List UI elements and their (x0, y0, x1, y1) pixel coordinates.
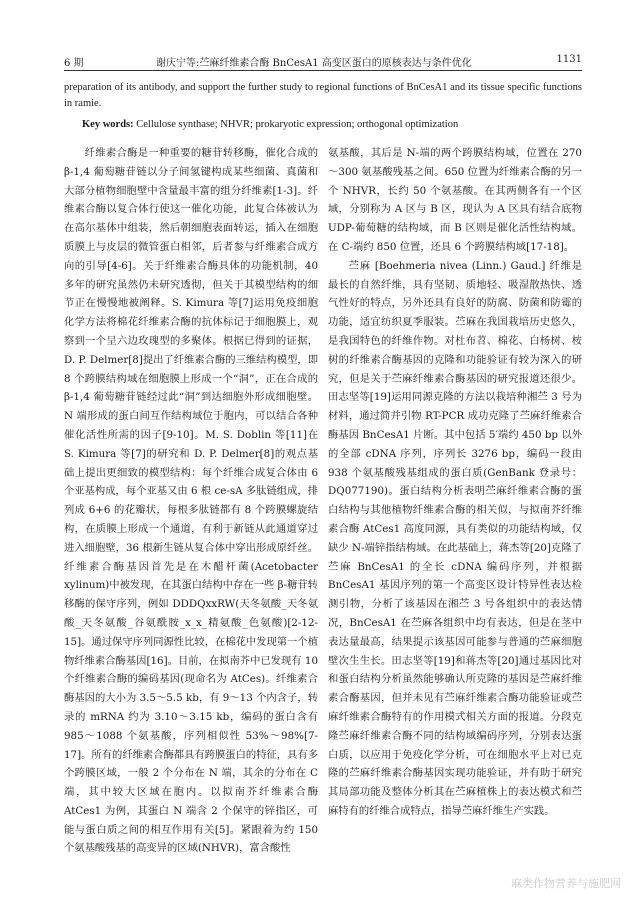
right-column (328, 144, 582, 821)
paragraph: 纤维素合酶是一种重要的糖苷转移酶，催化合成的 β-1,4 葡萄糖苷链以分子间氢键构成某些细菌、真菌和大部分植物细胞壁中含量最丰富的组分纤维素[1-3]。纤维素合酶以复合体行使这一催化功能，此复合体被认为在高尔基体中组装，然后朝细胞表面转运，插入在细胞质膜上与皮层的微管蛋白相邻，后者参与纤维素合成方向的引导[4-6]。关于纤维素合酶具体的功能机制，40 多年的研究虽然仍未研究透彻，但关于其模型结构的细节正在慢慢地被阐释。S. Kimura 等[7]运用免疫细胞化学方法将棉花纤维素合酶的抗体标记于细胞膜上，观察到一个呈六边玫瑰型的多聚体。根据已得到的证据，D. P. Delmer[8]提出了纤维素合酶的三维结构模型，即 8 个跨膜结构域在细胞膜上形成一个“洞”，正在合成的 β-1,4 葡萄糖苷链经过此“洞”到达细胞外形成细胞壁。N 端形成的蛋白间互作结构域位于胞内，可以结合各种催化活性所需的因子[9-10]。M. S. Doblin 等[11]在 S. Kimura 等[7]的研究和 D. P. Delmer[8]的观点基础上提出更细致的模型结构：每个纤维合成复合体由 6 个亚基构成，每个亚基又由 6 根 ce-sA 多肽链组成，排列成 6+6 的花瓣状，每根多肽链都有 8 个跨膜螺旋结构，在质膜上形成一个通道，有利于新链从此通道穿过进入细胞壁，36 根新生链从复合体中穿出形成原纤丝。纤维素合酶基因首先是在木醋杆菌(Acetobacter xylinum)中被发现，在其蛋白结构中存在一些 β-糖苷转移酶的保守序列，例如 DDDQxxRW(天冬氨酸_天冬氨酸_天冬氨酸_谷氨酰胺_x_x_精氨酸_色氨酸)[2-12-15]。通过保守序列同源性比较，在棉花中发现第一个植物纤维素合酶基因[16]。目前，在拟南芥中已发现有 10 个纤维素合酶的编码基因(现命名为 AtCes)。纤维素合酶基因的大小为 3.5～5.5 kb，有 9～13 个内含子，转录的 mRNA 约为 3.10～3.15 kb，编码的蛋白含有 985～1088 个氨基酸，序列相似性 53%～98%[7-17]。所有的纤维素合酶都具有跨膜蛋白的特征，具有多个跨膜区域，一般 2 个分布在 N 端，其余的分布在 C 端，其中较大区域在胞内。以拟南芥纤维素合酶 AtCes1 为例，其蛋白 N 端含 2 个保守的锌指区，可能与蛋白质之间的相互作用有关[5]。紧跟着为约 150 个氨基酸残基的高变异的区域(NHVR)，富含酸性 (64, 147, 318, 855)
keywords (82, 117, 582, 133)
left-column (64, 144, 318, 858)
watermark: 麻类作物营养与施肥网 (511, 877, 621, 890)
paragraph: 氨基酸，其后是 N-端的两个跨膜结构域，位置在 270～300 氨基酸残基之间。650 位置为纤维素合酶的另一个 NHVR，长约 50 个氨基酸。在其两侧各有一个区域，分别称为 A 区与 B 区，现认为 A 区具有结合底物 UDP-葡萄糖的结构域，而 B 区则是催化活性结构域。在 C-端约 850 位置，还具 6 个跨膜结构域[17-18]。 (328, 147, 582, 253)
issue-number: 6 期 (64, 58, 84, 69)
keywords-text: Cellulose synthase; NHVR; prokaryotic expression; orthogonal optimization (136, 119, 459, 130)
running-title: 谢庆宁等:苎麻纤维素合酶 BnCesA1 高变区蛋白的原核表达与条件优化 (156, 58, 472, 69)
header-rule (64, 70, 582, 71)
running-header (64, 50, 582, 70)
abstract-tail: preparation of its antibody, and support the further study to regional functions of BnCesA1 and its tissue specific functions in ramie. (64, 82, 582, 109)
keywords-label: Key words: (82, 119, 134, 130)
paragraph: 苎麻 [Boehmeria nivea (Linn.) Gaud.] 纤维是最长的自然纤维，具有坚韧、质地轻、吸湿散热快、透气性好的特点，另外还具有良好的防腐、防菌和防霉的功能，适宜纺织夏季服装。苎麻在我国栽培历史悠久，是我国特色的纤维作物。对杜布苕、棉花、白杨树、桉树的纤维素合酶基因的克隆和功能验证有较为深入的研究，但是关于苎麻纤维素合酶基因的研究报道还很少。田志坚等[19]运用同源克隆的方法以栽培种湘苎 3 号为材料，通过简并引物 RT-PCR 成功克隆了苎麻纤维素合酶基因 BnCesA1 片断。其中包括 5′端约 450 bp 以外的全部 cDNA 序列，序列长 3276 bp，编码一段由 938 个氨基酸残基组成的蛋白质(GenBank 登录号：DQ077190)。蛋白结构分析表明苎麻纤维素合酶的蛋白结构与其他植物纤维素合酶的相关似，与拟南芥纤维素合酶 AtCes1 高度同源，具有类似的功能结构域，仅缺少 N-端锌指结构域。在此基础上，蒋杰等[20]克隆了苎麻 BnCesA1 的全长 cDNA 编码序列，并根据 BnCesA1 基因序列的第一个高变区设计特异性表达检测引物，分析了该基因在湘苎 3 号各组织中的表达情况，BnCesA1 在苎麻各组织中均有表达，但是在茎中表达量最高，结果提示该基因可能参与普通的苎麻细胞壁次生生长。田志坚等[19]和蒋杰等[20]通过基因比对和蛋白结构分析虽然能够确认所克隆的基因是苎麻纤维素合酶基因，但并未见有苎麻纤维素合酶功能验证或苎麻纤维素合酶特有的作用模式相关方面的报道。分段克隆苎麻纤维素合酶不同的结构域编码序列，分别表达蛋白质，以应用于免疫化学分析，可在细胞水平上对已克隆的苎麻纤维素合酶基因实现功能验证，并有助于研究其局部功能及整体分析其在苎麻植株上的表达模式和苎麻特有的纤维合成特点，指导苎麻纤维生产实践。 (328, 259, 582, 817)
page-number: 1131 (556, 54, 582, 65)
